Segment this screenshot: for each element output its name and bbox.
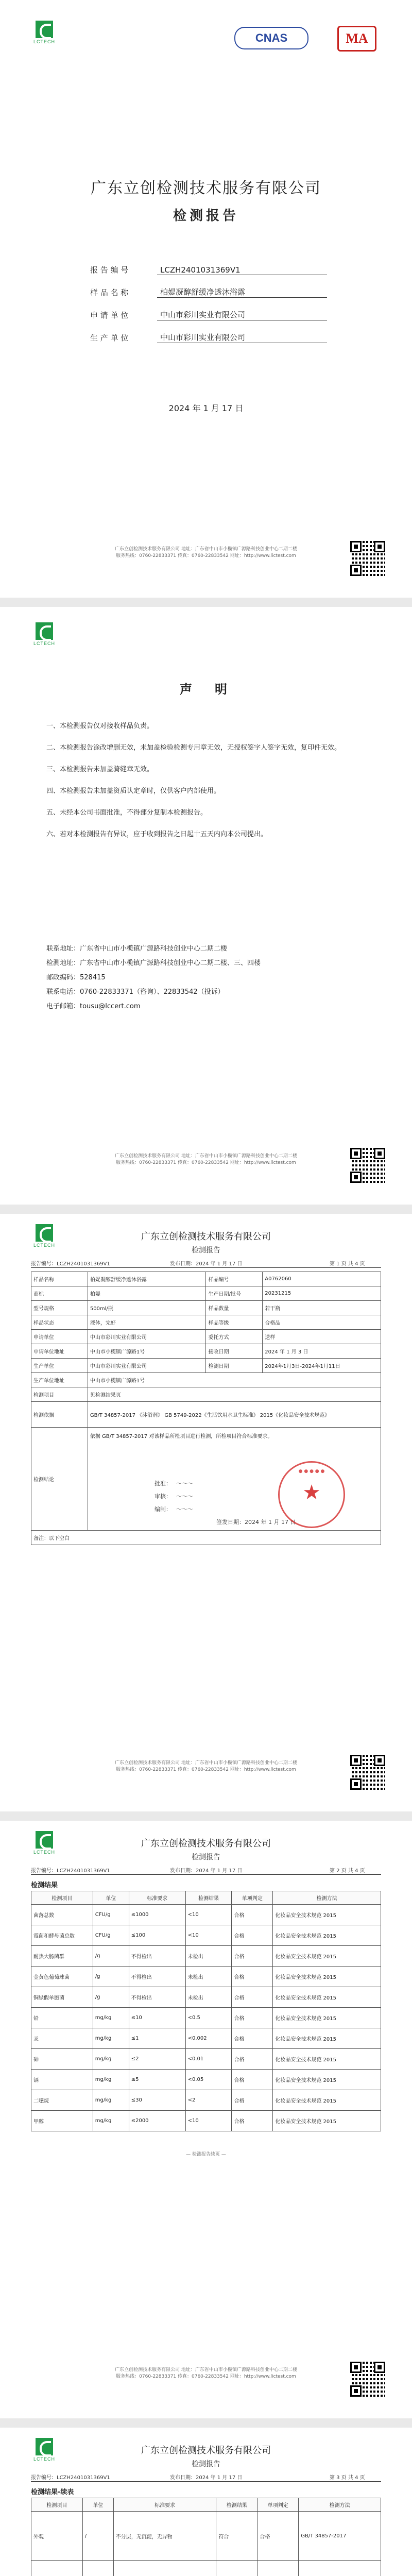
sign-edit: 编制： ～～～ (154, 1506, 193, 1513)
header-rule (31, 1267, 381, 1268)
company-name: 广东立创检测技术服务有限公司 (141, 2445, 271, 2456)
cover-date: 2024 年 1 月 17 日 (168, 403, 244, 413)
table-row (31, 2561, 381, 2576)
signature-mark: ～～～ (176, 1480, 193, 1487)
results-heading: 检测结果-续表 (31, 2488, 74, 2496)
statement-contacts (46, 942, 376, 1014)
company-logo: LCTECH (31, 1831, 58, 1858)
official-seal-icon: ● ● ● ● ● ★ (278, 1461, 345, 1528)
table-row: 检测项目 见检测结果页 (31, 1387, 381, 1402)
page-footer: 广东立创检测技术服务有限公司 地址：广东省中山市小榄镇广源路科技创业中心二期二楼 服务热线：0760-22833371 传真：0760-22833542 网址：http://www.lictest.com (115, 1760, 297, 1772)
qr-code-icon (350, 1755, 385, 1790)
company-logo: LCTECH (31, 622, 58, 649)
cover-field-label: 申 请 单 位 (90, 311, 129, 320)
statement-item: 三、本检测报告未加盖骑缝章无效。 (46, 766, 154, 773)
table-row: 镉 mg/kg ≤5 <0.05 合格 化妆品安全技术规范 2015 (31, 2070, 381, 2090)
table-row: 样品名称 柏媞凝醇舒缓净透沐浴露 样品编号 A0762060 (31, 1272, 381, 1286)
company-logo (31, 21, 58, 47)
signature-mark: ～～～ (176, 1493, 193, 1500)
table-row: 铜绿假单胞菌 /g 不得检出 未检出 合格 化妆品安全技术规范 2015 (31, 1987, 381, 2008)
statement-item: 六、若对本检测报告有异议，应于收到报告之日起十五天内向本公司提出。 (46, 831, 268, 838)
report-number: 报告编号：LCZH2401031369V1 (31, 1868, 110, 1874)
statement-item: 一、本检测报告仅对接收样品负责。 (46, 722, 154, 730)
table-row: 金黄色葡萄球菌 /g 不得检出 未检出 合格 化妆品安全技术规范 2015 (31, 1967, 381, 1987)
report-number: 报告编号：LCZH2401031369V1 (31, 1261, 110, 1267)
results-page (0, 1821, 412, 2418)
table-row: 检测依据 GB/T 34857-2017 《沐浴剂》 GB 5749-2022《生活饮用水卫生标准》 2015《化妆品安全技术规范》 (31, 1402, 381, 1428)
results-table (31, 2498, 381, 2576)
results-continued-page (0, 2428, 412, 2576)
logo-mark-icon (36, 21, 53, 38)
header-rule (31, 1874, 381, 1875)
table-row: 商标 柏媞 生产日期/批号 20231215 (31, 1286, 381, 1301)
continued-note: — 检测报告续页 — (186, 2152, 226, 2157)
company-logo: LCTECH (31, 2438, 58, 2465)
page-separator (0, 2418, 412, 2428)
table-row: 菌落总数 CFU/g ≤1000 <10 合格 化妆品安全技术规范 2015 (31, 1905, 381, 1925)
company-logo: LCTECH (31, 1224, 58, 1251)
cover-page (0, 0, 412, 598)
statement-item: 五、未经本公司书面批准，不得部分复制本检测报告。 (46, 809, 208, 817)
report-subtitle: 检测报告 (192, 1853, 220, 1861)
cover-field-label: 报 告 编 号 (90, 265, 129, 275)
cnas-badge: CNAS (234, 27, 308, 49)
sign-approve: 批准： ～～～ (154, 1480, 193, 1487)
qr-code-icon (350, 2362, 385, 2397)
report-number: 报告编号：LCZH2401031369V1 (31, 2475, 110, 2481)
statement-page (0, 607, 412, 1205)
table-header-row: 检测项目 单位 标准要求 检测结果 单项判定 检测方法 (31, 2498, 381, 2512)
cover-field-value: 柏媞凝醇舒缓净透沐浴露 (157, 286, 327, 298)
page-separator (0, 1205, 412, 1214)
qr-code-icon (350, 541, 385, 576)
page-footer: 广东立创检测技术服务有限公司 地址：广东省中山市小榄镇广源路科技创业中心二期二楼 服务热线：0760-22833371 传真：0760-22833542 网址：http://www.lictest.com (115, 547, 297, 558)
cover-fields (90, 252, 327, 343)
contact-line: 检测地址：广东省中山市小榄镇广源路科技创业中心二期二楼、三、四楼 (46, 959, 261, 967)
table-row: 甲醇 mg/kg ≤2000 <10 合格 化妆品安全技术规范 2015 (31, 2111, 381, 2131)
table-row: 二噁烷 mg/kg ≤30 <2 合格 化妆品安全技术规范 2015 (31, 2090, 381, 2111)
contact-line: 电子邮箱：tousu@lccert.com (46, 1003, 141, 1010)
results-table (31, 1891, 381, 2131)
statement-items (46, 720, 366, 850)
cover-field-value: LCZH2401031369V1 (157, 265, 327, 275)
cover-field-value: 中山市彩川实业有限公司 (157, 309, 327, 320)
report-date: 发布日期：2024 年 1 月 17 日 (170, 1261, 243, 1267)
statement-item: 四、本检测报告未加盖资质认定章时，仅供客户内部使用。 (46, 787, 221, 795)
table-row: 汞 mg/kg ≤1 <0.002 合格 化妆品安全技术规范 2015 (31, 2028, 381, 2049)
cover-field-row (90, 252, 327, 275)
page-footer: 广东立创检测技术服务有限公司 地址：广东省中山市小榄镇广源路科技创业中心二期二楼 服务热线：0760-22833371 传真：0760-22833542 网址：http://www.lictest.com (115, 1154, 297, 1165)
report-date: 发布日期：2024 年 1 月 17 日 (170, 2475, 243, 2481)
logo-mark-icon (36, 622, 53, 640)
page-footer: 广东立创检测技术服务有限公司 地址：广东省中山市小榄镇广源路科技创业中心二期二楼 服务热线：0760-22833371 传真：0760-22833542 网址：http://www.lictest.com (115, 2367, 297, 2379)
table-row: 申请单位 中山市彩川实业有限公司 委托方式 送样 (31, 1330, 381, 1344)
conclusion-text: 依据 GB/T 34857-2017 对该样品所检项目进行检测，所检项目符合标准要求。 (90, 1434, 273, 1439)
sign-date: 签发日期：2024 年 1 月 17 日 (216, 1519, 296, 1526)
qr-code-icon (350, 1148, 385, 1183)
table-row: 申请单位地址 中山市小榄镇广源路1号 接收日期 2024 年 1 月 3 日 (31, 1344, 381, 1359)
report-subtitle: 检测报告 (192, 2460, 220, 2468)
contact-line: 联系地址：广东省中山市小榄镇广源路科技创业中心二期二楼 (46, 945, 228, 953)
contact-line: 联系电话：0760-22833371（咨询）、22833542（投诉） (46, 988, 225, 996)
signature-mark: ～～～ (176, 1506, 193, 1513)
table-row: 霉菌和酵母菌总数 CFU/g ≤100 <10 合格 化妆品安全技术规范 2015 (31, 1925, 381, 1946)
table-row: 外观 / 不分层，无沉淀，无异物 符合 合格 GB/T 34857-2017 (31, 2512, 381, 2561)
page-number: 第 2 页 共 4 页 (330, 1868, 365, 1874)
company-name: 广东立创检测技术服务有限公司 (91, 179, 321, 197)
cover-field-row (90, 320, 327, 343)
header-rule (31, 2481, 381, 2482)
table-row: 备注：以下空白 (31, 1531, 381, 1545)
table-row: 生产单位 中山市彩川实业有限公司 检测日期 2024年1月3日-2024年1月11日 (31, 1359, 381, 1373)
page-number: 第 3 页 共 4 页 (330, 2475, 365, 2481)
cover-field-value: 中山市彩川实业有限公司 (157, 332, 327, 343)
sample-info-page (0, 1214, 412, 1811)
company-name: 广东立创检测技术服务有限公司 (141, 1231, 271, 1242)
table-row: 型号规格 500ml/瓶 样品数量 若干瓶 (31, 1301, 381, 1315)
report-date: 发布日期：2024 年 1 月 17 日 (170, 1868, 243, 1874)
statement-item: 二、本检测报告涂改增删无效，未加盖检验检测专用章无效，无授权签字人签字无效，复印件无效。 (46, 744, 341, 752)
table-row: 铅 mg/kg ≤10 <0.5 合格 化妆品安全技术规范 2015 (31, 2008, 381, 2028)
sign-review: 审核： ～～～ (154, 1493, 193, 1500)
page-separator (0, 1811, 412, 1821)
cover-field-label: 样 品 名 称 (90, 288, 129, 297)
results-heading: 检测结果 (31, 1882, 58, 1889)
contact-line: 邮政编码：528415 (46, 974, 106, 981)
statement-title: 声 明 (180, 682, 232, 697)
page-number: 第 1 页 共 4 页 (330, 1261, 365, 1267)
table-row: 生产单位地址 中山市小榄镇广源路1号 (31, 1373, 381, 1387)
cover-field-row (90, 298, 327, 320)
cma-badge: MA (337, 26, 376, 52)
table-row: 砷 mg/kg ≤2 <0.01 合格 化妆品安全技术规范 2015 (31, 2049, 381, 2070)
company-name: 广东立创检测技术服务有限公司 (141, 1838, 271, 1849)
report-subtitle: 检测报告 (192, 1246, 220, 1255)
page-separator (0, 598, 412, 607)
table-header-row: 检测项目 单位 标准要求 检测结果 单项判定 检测方法 (31, 1891, 381, 1905)
cover-field-label: 生 产 单 位 (90, 333, 129, 343)
table-row: 检测结论 依据 GB/T 34857-2017 对该样品所检项目进行检测，所检项目符合标准要求。 (31, 1428, 381, 1531)
logo-caption: LCTECH (33, 39, 55, 44)
table-row: 样品状态 液体，完好 样品等级 合格品 (31, 1315, 381, 1330)
report-title: 检测报告 (173, 208, 239, 224)
cover-field-row (90, 275, 327, 298)
table-row: 耐热大肠菌群 /g 不得检出 未检出 合格 化妆品安全技术规范 2015 (31, 1946, 381, 1967)
